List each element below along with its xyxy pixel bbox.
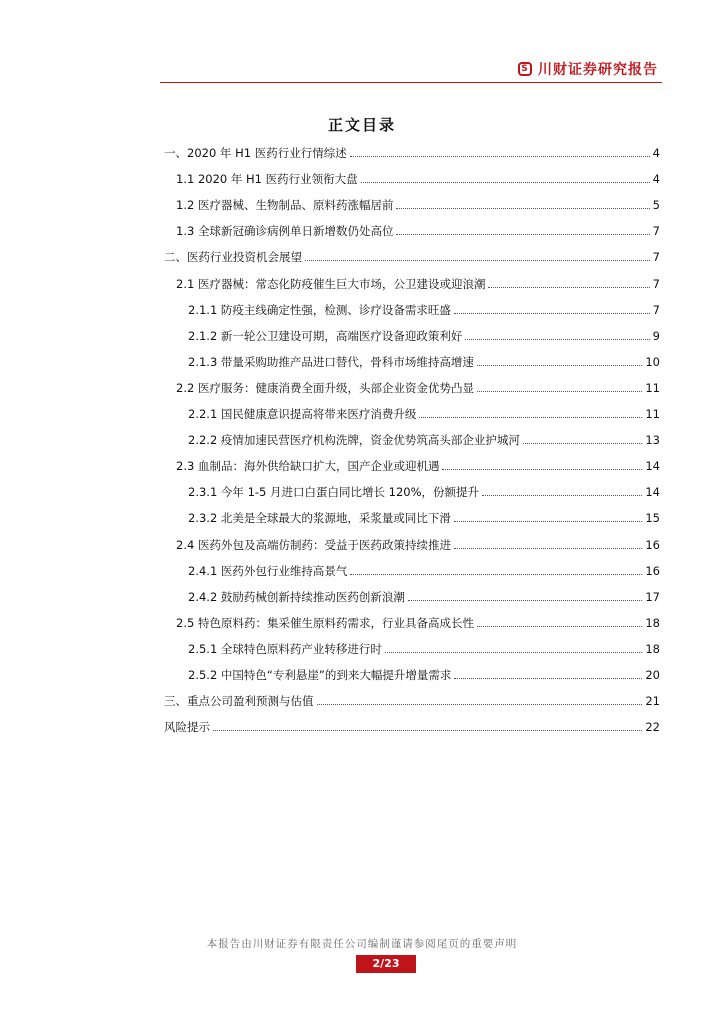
- toc-entry-page: 10: [645, 354, 660, 369]
- toc-entry-label: 2.1.1 防疫主线确定性强，检测、诊疗设备需求旺盛: [188, 302, 451, 317]
- toc-entry-label: 2.2.1 国民健康意识提高将带来医疗消费升级: [188, 407, 417, 421]
- toc-entry[interactable]: [164, 249, 660, 265]
- toc-entry[interactable]: [188, 667, 660, 683]
- toc-entry[interactable]: [188, 510, 660, 526]
- toc-entry-label: 2.3.2 北美是全球最大的浆源地，采浆量或同比下滑: [188, 511, 451, 526]
- toc-entry[interactable]: [188, 589, 660, 605]
- toc-entry[interactable]: [188, 328, 660, 344]
- toc-entry-page: 11: [645, 407, 660, 421]
- toc-entry[interactable]: [164, 145, 660, 161]
- toc-leader-dots: [482, 495, 642, 496]
- toc-entry-label: 2.1.2 新一轮公卫建设可期，高端医疗设备迎政策利好: [188, 328, 463, 343]
- toc-entry-page: 7: [652, 276, 660, 291]
- toc-entry-page: 7: [652, 224, 660, 239]
- toc-leader-dots: [454, 313, 650, 314]
- toc-entry-page: 18: [645, 615, 660, 630]
- toc-entry-page: 16: [645, 537, 660, 552]
- toc-leader-dots: [213, 730, 642, 731]
- toc-entry[interactable]: [176, 197, 660, 213]
- toc-entry[interactable]: [188, 563, 660, 579]
- toc-leader-dots: [454, 521, 642, 522]
- toc-leader-dots: [488, 287, 649, 288]
- toc-leader-dots: [419, 417, 642, 418]
- toc-entry-label: 2.5 特色原料药：集采催生原料药需求，行业具备高成长性: [176, 615, 474, 630]
- toc-entry-label: 2.1.3 带量采购助推产品进口替代，骨科市场维持高增速: [188, 354, 474, 369]
- toc-entry-label: 2.3 血制品：海外供给缺口扩大，国产企业或迎机遇: [176, 459, 440, 474]
- toc-entry[interactable]: [188, 641, 660, 657]
- toc-entry-page: 7: [652, 250, 660, 265]
- toc-entry[interactable]: [188, 406, 660, 422]
- toc-entry-label: 2.2.2 疫情加速民营医疗机构洗牌，资金优势筑高头部企业护城河: [188, 433, 520, 448]
- toc-entry-page: 20: [645, 668, 660, 682]
- toc-entry-page: 5: [652, 198, 660, 213]
- toc-leader-dots: [350, 574, 642, 575]
- toc-leader-dots: [454, 548, 642, 549]
- toc-entry-label: 2.5.2 中国特色“专利悬崖”的到来大幅提升增量需求: [188, 668, 452, 682]
- toc-entry-page: 15: [645, 511, 660, 526]
- toc-entry[interactable]: [188, 432, 660, 448]
- toc-leader-dots: [408, 600, 642, 601]
- page-number: 2/23: [356, 955, 416, 973]
- toc-entry-page: 17: [645, 589, 660, 604]
- toc-entry[interactable]: [164, 719, 660, 735]
- toc-leader-dots: [396, 234, 649, 235]
- toc-entry[interactable]: [188, 302, 660, 318]
- toc-leader-dots: [454, 678, 642, 679]
- toc-leader-dots: [477, 626, 642, 627]
- toc-entry-label: 2.4 医药外包及高端仿制药：受益于医药政策持续推进: [176, 537, 451, 552]
- toc-entry-label: 三、重点公司盈利预测与估值: [164, 694, 314, 709]
- footer-disclaimer: 本报告由川财证券有限责任公司编制谨请参阅尾页的重要声明: [206, 938, 518, 950]
- toc-entry-page: 14: [645, 459, 660, 474]
- toc-entry-page: 4: [652, 146, 660, 160]
- toc-entry[interactable]: [188, 354, 660, 370]
- toc-leader-dots: [396, 208, 649, 209]
- toc-entry-page: 13: [645, 433, 660, 448]
- toc-leader-dots: [477, 365, 642, 366]
- toc-leader-dots: [317, 704, 643, 705]
- toc-entry-label: 2.4.2 鼓励药械创新持续推动医药创新浪潮: [188, 589, 405, 604]
- brand: [518, 59, 658, 79]
- toc-entry-label: 2.3.1 今年 1-5 月进口白蛋白同比增长 120%，份额提升: [188, 485, 480, 500]
- toc-leader-dots: [350, 156, 650, 157]
- toc-entry-page: 4: [652, 172, 660, 187]
- toc-entry[interactable]: [176, 380, 660, 396]
- toc-entry[interactable]: [176, 537, 660, 553]
- toc-entry-page: 16: [645, 563, 660, 578]
- toc-entry-page: 22: [645, 720, 660, 735]
- toc-entry[interactable]: [176, 458, 660, 474]
- toc-leader-dots: [442, 469, 642, 470]
- toc-entry-label: 二、医药行业投资机会展望: [164, 250, 302, 265]
- toc-leader-dots: [361, 182, 650, 183]
- toc-entry-label: 1.1 2020 年 H1 医药行业领衔大盘: [176, 172, 358, 187]
- brand-name: 川财证券研究报告: [538, 62, 658, 78]
- toc-leader-dots: [477, 391, 642, 392]
- toc-leader-dots: [523, 443, 642, 444]
- toc-entry[interactable]: [176, 276, 660, 292]
- page-title: 正文目录: [327, 116, 396, 134]
- toc-entry-page: 18: [645, 641, 660, 656]
- toc-leader-dots: [305, 260, 650, 261]
- toc-entry-label: 2.4.1 医药外包行业维持高景气: [188, 563, 348, 578]
- toc-entry[interactable]: [188, 484, 660, 500]
- report-header: [160, 52, 662, 83]
- toc-leader-dots: [465, 339, 649, 340]
- toc-entry-page: 11: [645, 380, 660, 395]
- toc-entry[interactable]: [176, 615, 660, 631]
- toc-entry-label: 1.2 医疗器械、生物制品、原料药涨幅居前: [176, 198, 394, 213]
- toc-entry-label: 一、2020 年 H1 医药行业行情综述: [164, 146, 347, 160]
- toc-entry-page: 7: [652, 302, 660, 317]
- toc-entry[interactable]: [176, 223, 660, 239]
- toc-entry[interactable]: [176, 171, 660, 187]
- chuancai-logo-icon: S: [518, 62, 532, 76]
- toc-entry-label: 2.2 医疗服务：健康消费全面升级，头部企业资金优势凸显: [176, 380, 474, 395]
- toc-entry-page: 14: [645, 485, 660, 500]
- toc-entry-label: 2.5.1 全球特色原料药产业转移进行时: [188, 641, 382, 656]
- toc-entry-label: 2.1 医疗器械：常态化防疫催生巨大市场，公卫建设或迎浪潮: [176, 276, 486, 291]
- toc-entry[interactable]: [164, 693, 660, 709]
- toc-entry-page: 9: [652, 328, 660, 343]
- toc-entry-label: 1.3 全球新冠确诊病例单日新增数仍处高位: [176, 224, 394, 239]
- toc-entry-page: 21: [645, 694, 660, 709]
- toc-entry-label: 风险提示: [164, 720, 210, 735]
- toc-leader-dots: [385, 652, 642, 653]
